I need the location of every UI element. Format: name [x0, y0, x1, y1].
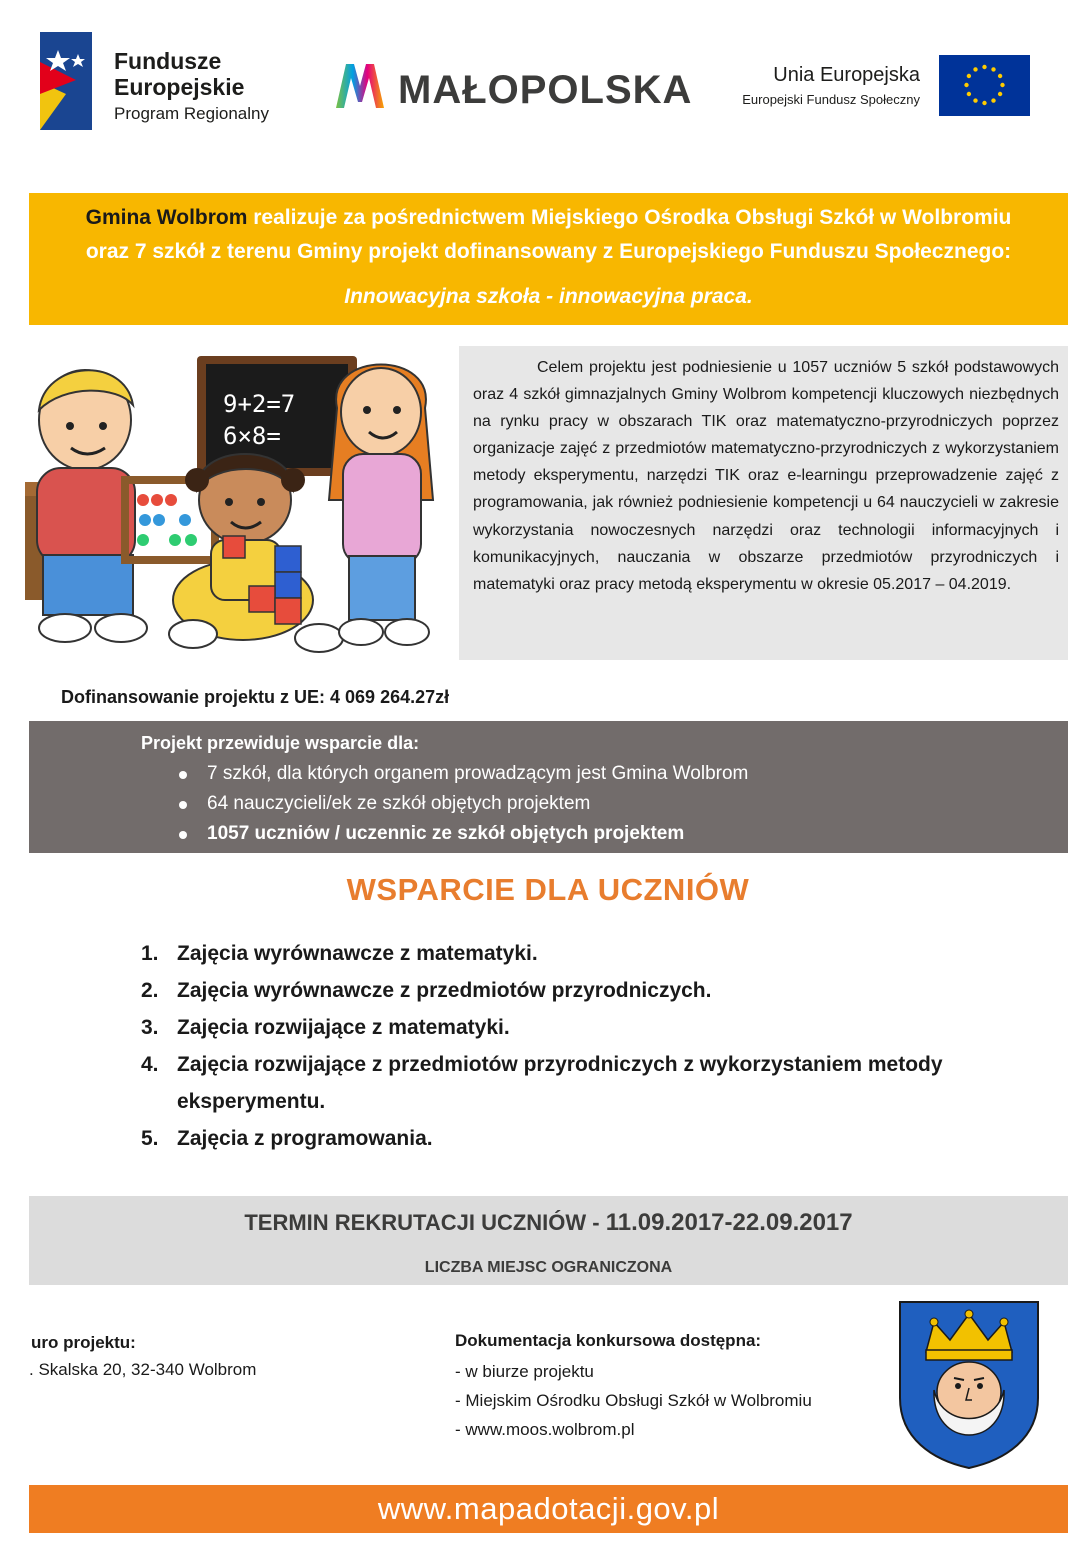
office-title: uro projektu: [31, 1333, 136, 1352]
list-item-number: 5. [141, 1127, 159, 1150]
support-for-item: 7 szkół, dla których organem prowadzącym jest Gmina Wolbrom [179, 759, 748, 789]
footer-url-link[interactable]: www.mapadotacji.gov.pl [377, 1491, 720, 1526]
project-description-box [459, 346, 1068, 660]
list-item [141, 972, 1041, 1009]
project-title: Innowacyjna szkoła - innowacyjna praca. [344, 285, 753, 308]
list-item-number: 3. [141, 1016, 159, 1039]
intro-line2: oraz 7 szkół z terenu Gminy projekt dofinansowany z Europejskiego Funduszu Społecznego: [85, 240, 1012, 263]
fe-line2: Europejskie [114, 74, 245, 100]
documentation-title: Dokumentacja konkursowa dostępna: [455, 1331, 762, 1350]
list-item-number: 2. [141, 979, 159, 1002]
list-item-text: Zajęcia rozwijające z matematyki. [177, 1016, 510, 1039]
limited-places-note: LICZBA MIEJSC OGRANICZONA [424, 1259, 673, 1276]
list-item-number: 1. [141, 942, 159, 965]
recruitment-dates: 11.09.2017-22.09.2017 [605, 1209, 853, 1236]
documentation-list [455, 1357, 812, 1444]
list-item-text: Zajęcia wyrównawcze z matematyki. [177, 942, 538, 965]
malopolska-text: MAŁOPOLSKA [398, 68, 693, 112]
list-item-text: Zajęcia z programowania. [177, 1127, 433, 1150]
chalkboard-line1: 9+2=7 [223, 390, 296, 418]
recruitment-band [29, 1196, 1068, 1285]
intro-lead: Gmina Wolbrom [85, 206, 248, 229]
funding-amount: Dofinansowanie projektu z UE: 4 069 264.27zł [61, 687, 450, 707]
recruitment-label: TERMIN REKRUTACJI UCZNIÓW - [244, 1210, 606, 1235]
fe-flag-icon [40, 32, 92, 130]
support-for-list [179, 759, 748, 849]
fe-line3: Program Regionalny [114, 104, 269, 123]
support-for-title: Projekt przewiduje wsparcie dla: [141, 733, 420, 753]
documentation-link[interactable]: - www.moos.wolbrom.pl [455, 1420, 635, 1439]
documentation-info [455, 1329, 812, 1444]
chalkboard-line2: 6×8= [223, 422, 281, 450]
fe-line1: Fundusze [114, 48, 222, 74]
support-for-item: 1057 uczniów / uczennic ze szkół objętych projektem [179, 819, 748, 849]
list-item-text: Zajęcia wyrównawcze z przedmiotów przyrodniczych. [177, 979, 712, 1002]
support-for-item: 64 nauczycieli/ek ze szkół objętych projektem [179, 789, 748, 819]
unia-europejska-logo [720, 55, 1040, 119]
documentation-item: - Miejskim Ośrodku Obsługi Szkół w Wolbromiu [455, 1391, 812, 1410]
malopolska-logo [334, 60, 694, 116]
list-item [141, 935, 1041, 972]
office-address: . Skalska 20, 32-340 Wolbrom [29, 1360, 257, 1379]
ue-line2: Europejski Fundusz Społeczny [742, 92, 920, 107]
list-item-text: Zajęcia rozwijające z przedmiotów przyrodniczych z wykorzystaniem metody eksperymentu. [177, 1053, 943, 1113]
list-item-number: 4. [141, 1053, 159, 1076]
list-item [141, 1009, 1041, 1046]
intro-band [29, 193, 1068, 325]
fe-text [114, 48, 269, 126]
intro-line1-rest: realizuje za pośrednictwem Miejskiego Ośrodka Obsługi Szkół w Wolbromiu [247, 206, 1012, 229]
student-support-heading: WSPARCIE DLA UCZNIÓW [346, 872, 750, 907]
ue-text [742, 63, 920, 109]
footer-band [29, 1485, 1068, 1533]
documentation-item: - w biurze projektu [455, 1362, 594, 1381]
student-support-list [141, 935, 1041, 1157]
intro-line1 [29, 201, 1068, 235]
fundusze-europejskie-logo [40, 32, 300, 132]
recruitment-period [29, 1209, 1068, 1237]
list-item [141, 1120, 1041, 1157]
project-description: Celem projektu jest podniesienie u 1057 uczniów 5 szkół podstawowych oraz 4 szkół gimnazjalnych Gminy Wolbrom kompetencji kluczowych niezbędnych na rynku pracy w obszarach TIK oraz matematyczno-przyrodniczych poprzez organizacje zajęć z przedmiotów matematyczno-przyrodniczych z wykorzystaniem metody eksperymentu, narzędzi TIK oraz e-learningu przeprowadzenie zajęć z programowania, jak również podniesienie kompetencji u 64 nauczycieli w zakresie wykorzystania nowoczesnych narzędzi oraz technologii informacyjnych i komunikacyjnych, nauczania w obszarze przedmiotów przyrodniczych i matematyki oraz pracy metodą eksperymentu w okresie 05.2017 – 04.2019. [473, 359, 1059, 593]
eu-flag-icon [939, 55, 1030, 116]
children-illustration [25, 350, 445, 660]
ue-line1: Unia Europejska [773, 64, 920, 86]
support-for-band [29, 721, 1068, 853]
malopolska-m-icon [334, 62, 386, 108]
list-item [141, 1046, 1041, 1120]
wolbrom-crest-icon [898, 1300, 1040, 1470]
